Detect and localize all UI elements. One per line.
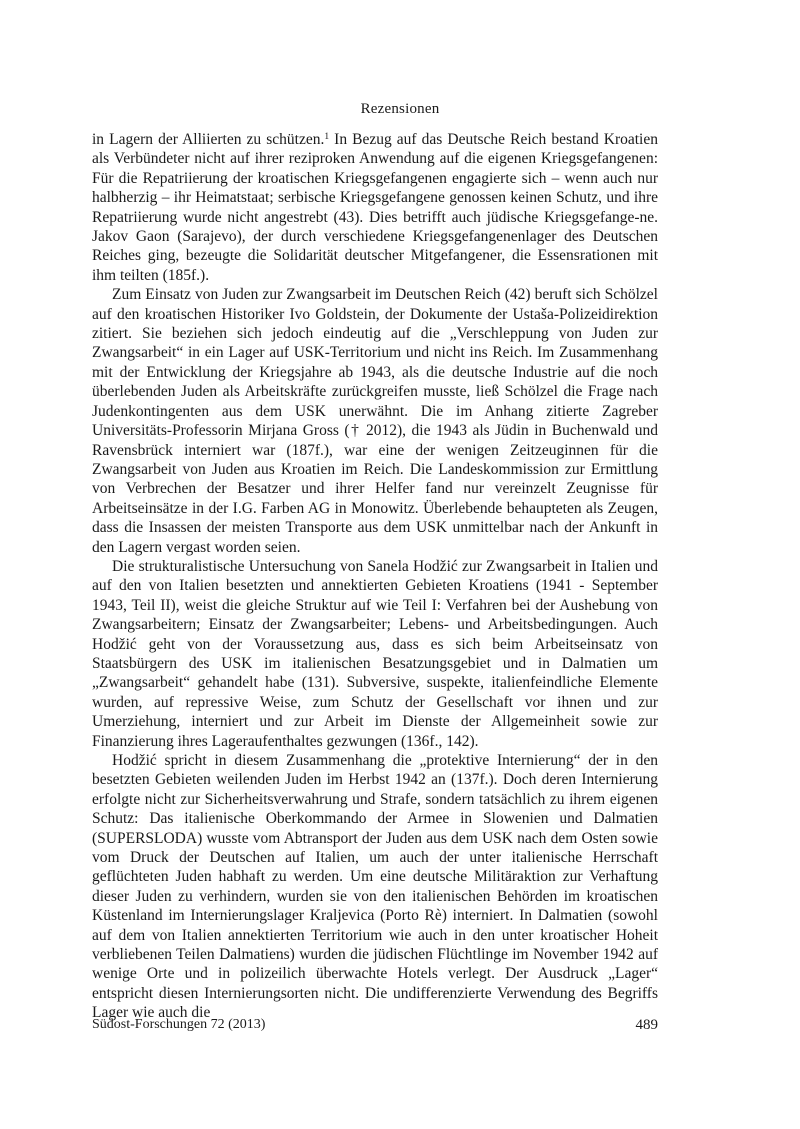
running-head: Rezensionen [360,101,440,117]
journal-citation: Südost-Forschungen 72 (2013) [92,1017,266,1032]
footnote-reference[interactable]: 1 [324,132,330,142]
paragraph-1-text-a: in Lagern der Alliierten zu schützen. [92,131,325,148]
paragraph-1 [92,130,658,285]
paragraph-1-text-b: In Bezug auf das Deutsche Reich bestand Kroatien als Verbündeter nicht auf ihrer reziproken Anwendung auf die eigenen Kriegsgefangenen: Für die Repatriierung der kroatischen Kriegsgefangenen engagierte sich – wenn auch nur halbherzig – ihr Heimatstaat; serbische Kriegsgefangene genossen keinen Schutz, und ihre Repatriierung wurde nicht angestrebt (43). Dies betrifft auch jüdische Kriegsgefange-ne. Jakov Gaon (Sarajevo), der durch verschiedene Kriegsgefangenenlager des Deutschen Reiches ging, bezeugte die Solidarität deutscher Mitgefangener, die Essensrationen mit ihm teilten (185f.). [92,131,658,284]
page-number: 489 [635,1017,658,1033]
paragraph-3: Die strukturalistische Untersuchung von Sanela Hodžić zur Zwangsarbeit in Italien und auf den von Italien besetzten und annektierten Gebieten Kroatiens (1941 - September 1943, Teil II), weist die gleiche Struktur auf wie Teil I: Verfahren bei der Aushebung von Zwangsarbeitern; Einsatz der Zwangsarbeiter; Lebens- und Arbeitsbedingungen. Auch Hodžić geht von der Voraussetzung aus, dass es sich beim Arbeitseinsatz von Staatsbürgern des USK im italienischen Besatzungsgebiet und in Dalmatien um „Zwangsarbeit“ gehandelt habe (131). Subversive, suspekte, italienfeindliche Elemente wurden, auf repressive Weise, zum Schutz der Gesellschaft vor ihnen und zur Umerziehung, interniert und zur Arbeit im Dienste der Allgemeinheit sowie zur Finanzierung ihres Lageraufenthaltes gezwungen (136f., 142). [92,557,658,750]
paragraph-2: Zum Einsatz von Juden zur Zwangsarbeit im Deutschen Reich (42) beruft sich Schölzel auf den kroatischen Historiker Ivo Goldstein, der Dokumente der Ustaša-Polizeidirektion zitiert. Sie beziehen sich jedoch eindeutig auf die „Verschleppung von Juden zur Zwangsarbeit“ in ein Lager auf USK-Territorium und nicht ins Reich. Im Zusammenhang mit der Entwicklung der Kriegsjahre ab 1943, als die deutsche Industrie auf die noch überlebenden Juden als Arbeitskräfte zurückgreifen musste, ließ Schölzel die Frage nach Judenkontingenten aus dem USK unerwähnt. Die im Anhang zitierte Zagreber Universitäts-Professorin Mirjana Gross († 2012), die 1943 als Jüdin in Buchenwald und Ravensbrück interniert war (187f.), war eine der wenigen Zeitzeuginnen für die Zwangsarbeit von Juden aus Kroatien im Reich. Die Landeskommission zur Ermittlung von Verbrechen der Besatzer und ihrer Helfer fand nur vereinzelt Zeugnisse für Arbeitseinsätze in der I.G. Farben AG in Monowitz. Überlebende behaupteten als Zeugen, dass die Insassen der meisten Transporte aus dem USK unmittelbar nach der Ankunft in den Lagern vergast worden seien. [92,286,658,556]
body-text [92,130,658,1023]
paragraph-4: Hodžić spricht in diesem Zusammenhang die „protektive Internierung“ der in den besetzten Gebieten weilenden Juden im Herbst 1942 an (137f.). Doch deren Internierung erfolgte nicht zur Sicherheitsverwahrung und Strafe, sondern tatsächlich zu ihrem eigenen Schutz: Das italienische Oberkommando der Armee in Slowenien und Dalmatien (SUPERSLODA) wusste vom Abtransport der Juden aus dem USK nach dem Osten sowie vom Druck der Deutschen auf Italien, um auch der unter italienische Herrschaft geflüchteten Juden habhaft zu werden. Um eine deutsche Militäraktion zur Verhaftung dieser Juden zu verhindern, wurden sie von den italienischen Behörden im kroatischen Küstenland im Internierungslager Kraljevica (Porto Rè) interniert. In Dalmatien (sowohl auf dem von Italien annektierten Territorium wie auch in den unter kroatischer Hoheit verbliebenen Teilen Dalmatiens) wurden die jüdischen Flüchtlinge im November 1942 auf wenige Orte und in polizeilich überwachte Hotels verlegt. Der Ausdruck „Lager“ entspricht diesen Internierungsorten nicht. Die undifferenzierte Verwendung des Begriffs Lager wie auch die [92,752,658,1022]
